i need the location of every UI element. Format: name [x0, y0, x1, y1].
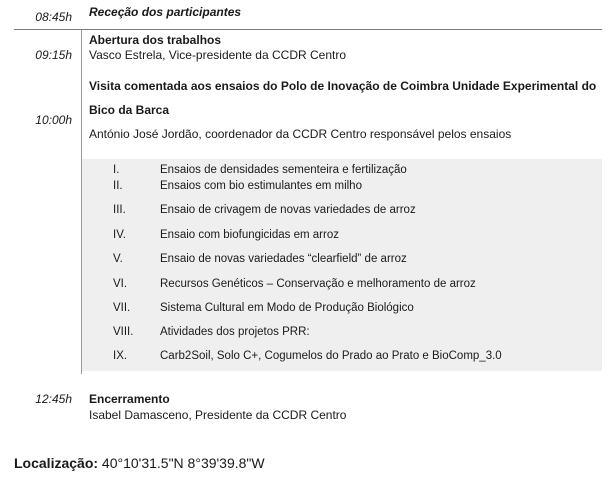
location: [14, 455, 265, 471]
item-numeral: VIII.: [113, 326, 134, 338]
item-text: Ensaios com bio estimulantes em milho: [160, 180, 362, 192]
item-text: Carb2Soil, Solo C+, Cogumelos do Prado ao Prato e BioComp_3.0: [160, 350, 502, 362]
location-value: 40°10'31.5"N 8°39'39.8"W: [101, 455, 265, 471]
item-numeral: IV.: [113, 229, 127, 241]
closing-title: Encerramento: [89, 392, 170, 406]
opening-subtitle: Vasco Estrela, Vice-presidente da CCDR Centro: [89, 48, 347, 62]
visit-subtitle: António José Jordão, coordenador da CCDR Centro responsável pelos ensaios: [89, 127, 512, 141]
opening-title: Abertura dos trabalhos: [89, 33, 222, 47]
time-opening: 09:15h: [35, 48, 72, 62]
time-reception: 08:45h: [35, 10, 72, 24]
item-numeral: V.: [113, 253, 123, 265]
item-text: Recursos Genéticos – Conservação e melhoramento de arroz: [160, 278, 476, 290]
item-numeral: VII.: [113, 302, 131, 314]
item-text: Ensaio com biofungicidas em arroz: [160, 229, 339, 241]
time-visit: 10:00h: [35, 113, 72, 127]
item-text: Ensaio de novas variedades “clearfield” de arroz: [160, 253, 407, 265]
item-numeral: I.: [113, 164, 120, 176]
closing-subtitle: Isabel Damasceno, Presidente da CCDR Centro: [89, 408, 347, 422]
visit-title-line1: Visita comentada aos ensaios do Polo de Inovação de Coimbra Unidade Experimental do: [89, 79, 597, 93]
location-label: Localização:: [14, 455, 99, 471]
item-numeral: III.: [113, 204, 126, 216]
item-numeral: IX.: [113, 350, 128, 362]
reception-title: Receção dos participantes: [89, 5, 242, 19]
item-text: Sistema Cultural em Modo de Produção Biológico: [160, 302, 414, 314]
item-numeral: VI.: [113, 278, 128, 290]
time-closing: 12:45h: [35, 392, 72, 406]
item-text: Ensaios de densidades sementeira e fertilização: [160, 164, 407, 176]
item-numeral: II.: [113, 180, 123, 192]
separator-line: [14, 29, 602, 30]
item-text: Atividades dos projetos PRR:: [160, 326, 310, 338]
visit-title-line2: Bico da Barca: [89, 103, 170, 117]
item-text: Ensaio de crivagem de novas variedades de arroz: [160, 204, 416, 216]
